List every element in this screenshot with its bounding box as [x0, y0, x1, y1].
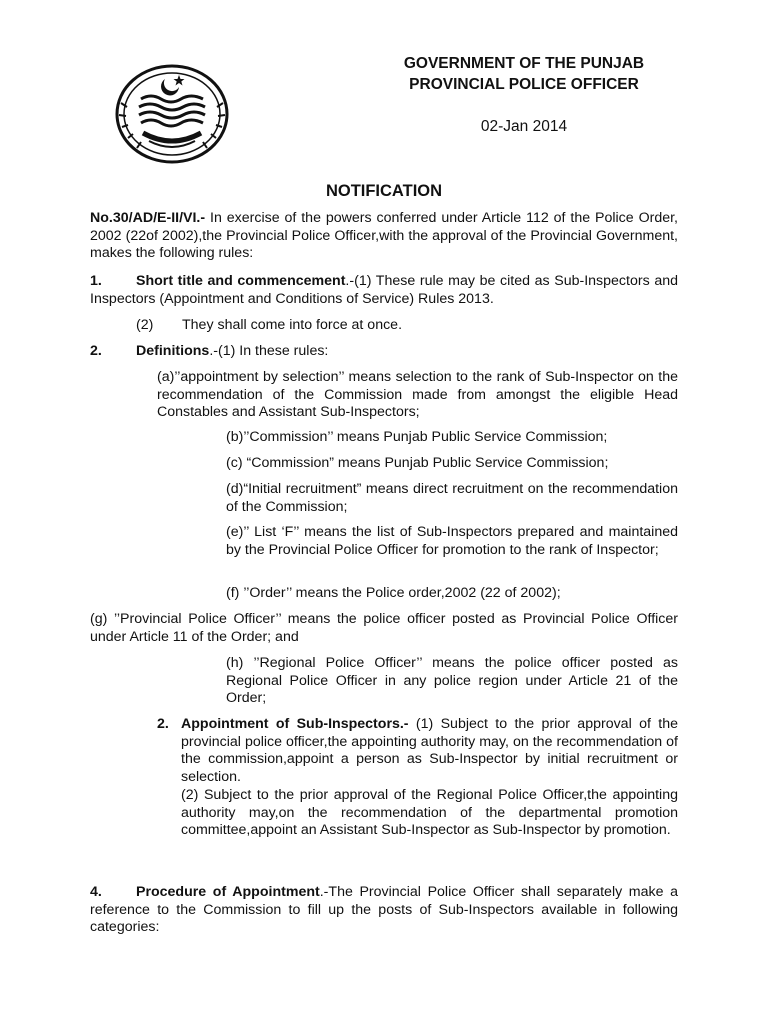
rule-4-heading: Procedure of Appointment [136, 884, 320, 900]
rule-1-number: 1. [90, 273, 102, 289]
definition-f: (f) ’’Order’’ means the Police order,2002 (22 of 2002); [226, 585, 561, 601]
rule-4-text: .-The Provincial Police Officer shall separately make a reference to the Commission to fill up the posts of Sub-Inspectors available in following categories: [90, 884, 678, 935]
rule-1-subrule-2-text: They shall come into force at once. [182, 317, 403, 333]
intro-paragraph [90, 210, 678, 263]
notification-title: NOTIFICATION [325, 182, 443, 200]
intro-text: In exercise of the powers conferred under Article 112 of the Police Order, 2002 (22of 2002),the Provincial Police Officer,with the approval of the Provincial Government, makes the following rules: [90, 210, 678, 261]
definition-a: (a)’’appointment by selection’’ means selection to the rank of Sub-Inspector on the recommendation of the Commission made from amongst the eligible Head Constables and Assistant Sub-Inspectors; [157, 369, 678, 420]
definition-h: (h) ’’Regional Police Officer’’ means the police officer posted as Regional Police Officer in any police region under Article 21 of the Order; [226, 655, 678, 706]
rule-4 [90, 884, 678, 937]
rule-1-text: .-(1) These rule may be cited as Sub-Inspectors and Inspectors (Appointment and Conditions of Service) Rules 2013. [90, 273, 678, 307]
definition-b: (b)’’Commission’’ means Punjab Public Service Commission; [226, 429, 608, 445]
document-header [340, 53, 708, 95]
definition-e: (e)’’ List ‘F’’ means the list of Sub-Inspectors prepared and maintained by the Provincial Police Officer for promotion to the rank of Inspector; [226, 524, 678, 558]
definition-g: (g) ’’Provincial Police Officer’’ means the police officer posted as Provincial Police Officer under Article 11 of the Order; and [90, 611, 678, 645]
rule-2-heading: Definitions [136, 343, 210, 359]
appointment-text-2: (2) Subject to the prior approval of the Regional Police Officer,the appointing authority may,on the recommendation of the departmental promotion committee,appoint an Assistant Sub-Inspector as Sub-Inspector by promotion. [181, 787, 678, 838]
rule-4-number: 4. [90, 884, 102, 900]
rule-2-text: .-(1) In these rules: [209, 343, 329, 359]
definition-c: (c) “Commission” means Punjab Public Service Commission; [226, 455, 609, 471]
document-date: 02-Jan 2014 [480, 118, 568, 135]
notification-ref: No.30/AD/E-II/VI.- [90, 210, 206, 226]
office-title: PROVINCIAL POLICE OFFICER [409, 76, 639, 93]
appointment-text-1: (1) Subject to the prior approval of the provincial police officer,the appointing authority may, on the recommendation of the commission,appoint a person as Sub-Inspector by initial recruitment or selection. [181, 716, 679, 785]
rule-1-subrule-2 [136, 317, 676, 335]
punjab-government-emblem-icon [113, 63, 231, 165]
definition-d: (d)“Initial recruitment” means direct recruitment on the recommendation of the Commission; [226, 481, 678, 515]
appointment-heading: Appointment of Sub-Inspectors.- [181, 716, 409, 732]
rule-2-number: 2. [90, 343, 102, 359]
rule-1-subrule-2-number: (2) [136, 317, 154, 333]
appointment-number: 2. [157, 716, 169, 732]
government-title: GOVERNMENT OF THE PUNJAB [403, 55, 645, 72]
rule-1-heading: Short title and commencement [136, 273, 346, 289]
appointment-section [181, 716, 678, 786]
rule-1 [90, 273, 678, 308]
rule-2 [90, 343, 678, 361]
